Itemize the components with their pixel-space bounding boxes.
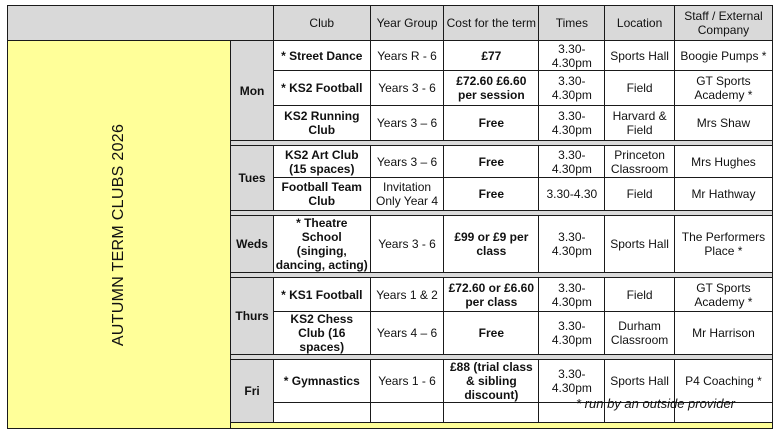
location: Field [605,278,675,312]
staff: Mrs Hughes [674,146,772,178]
year-group: Years 3 – 6 [370,146,443,178]
year-group: Years 4 – 6 [370,312,443,355]
year-group: Years 1 & 2 [370,278,443,312]
times: 3.30-4.30pm [539,216,605,273]
year-group: Invitation Only Year 4 [370,178,443,211]
times: 3.30-4.30pm [539,71,605,106]
header-corner [8,6,274,41]
location: Princeton Classroom [605,146,675,178]
cost: Free [444,146,539,178]
club-name: * Theatre School (singing, dancing, acting) [273,216,370,273]
header-club: Club [273,6,370,41]
times: 3.30-4.30 [539,178,605,211]
staff: Mr Hathway [674,178,772,211]
location: Harvard & Field [605,106,675,141]
times: 3.30-4.30pm [539,312,605,355]
location: Field [605,178,675,211]
location: Durham Classroom [605,312,675,355]
staff: GT Sports Academy * [674,278,772,312]
club-name: Football Team Club [273,178,370,211]
staff: GT Sports Academy * [674,71,772,106]
year-group: Years 3 - 6 [370,71,443,106]
header-year-group: Year Group [370,6,443,41]
clubs-table [7,5,773,429]
staff: P4 Coaching * [674,360,772,403]
header-location: Location [605,6,675,41]
staff: Mr Harrison [674,312,772,355]
staff: Boogie Pumps * [674,41,772,71]
staff: Mrs Shaw [674,106,772,141]
cost: £88 (trial class & sibling discount) [444,360,539,403]
staff: The Performers Place * [674,216,772,273]
times: 3.30-4.30pm [539,106,605,141]
day-fri: Fri [231,360,273,423]
header-staff: Staff / External Company [674,6,772,41]
club-name: KS2 Art Club (15 spaces) [273,146,370,178]
day-weds: Weds [231,216,273,273]
cost: £77 [444,41,539,71]
club-name: * KS2 Football [273,71,370,106]
location: Field [605,71,675,106]
location: Sports Hall [605,360,675,403]
cost: £72.60 £6.60 per session [444,71,539,106]
club-name: KS2 Chess Club (16 spaces) [273,312,370,355]
times: 3.30-4.30pm [539,278,605,312]
footnote: * run by an outside provider [576,396,735,411]
club-name: * KS1 Football [273,278,370,312]
table-row [8,41,773,71]
header-times: Times [539,6,605,41]
club-name: * Street Dance [273,41,370,71]
location: Sports Hall [605,41,675,71]
times: 3.30-4.30pm [539,41,605,71]
cost: Free [444,312,539,355]
empty-cell [444,403,539,423]
year-group: Years 1 - 6 [370,360,443,403]
day-tues: Tues [231,146,273,211]
times: 3.30-4.30pm [539,146,605,178]
year-group: Years R - 6 [370,41,443,71]
club-name: * Gymnastics [273,360,370,403]
club-name: KS2 Running Club [273,106,370,141]
header-cost: Cost for the term [444,6,539,41]
location: Sports Hall [605,216,675,273]
header-row [8,6,773,41]
day-mon: Mon [231,41,273,141]
year-group: Years 3 – 6 [370,106,443,141]
year-group: Years 3 - 6 [370,216,443,273]
cost: Free [444,178,539,211]
cost: £99 or £9 per class [444,216,539,273]
empty-cell [370,403,443,423]
cost: £72.60 or £6.60 per class [444,278,539,312]
times: 3.30-4.30pm [539,360,605,403]
side-title-cell [8,41,231,429]
bottom-band [231,423,773,429]
side-title: AUTUMN TERM CLUBS 2026 [110,123,128,346]
day-thurs: Thurs [231,278,273,355]
cost: Free [444,106,539,141]
empty-cell [273,403,370,423]
